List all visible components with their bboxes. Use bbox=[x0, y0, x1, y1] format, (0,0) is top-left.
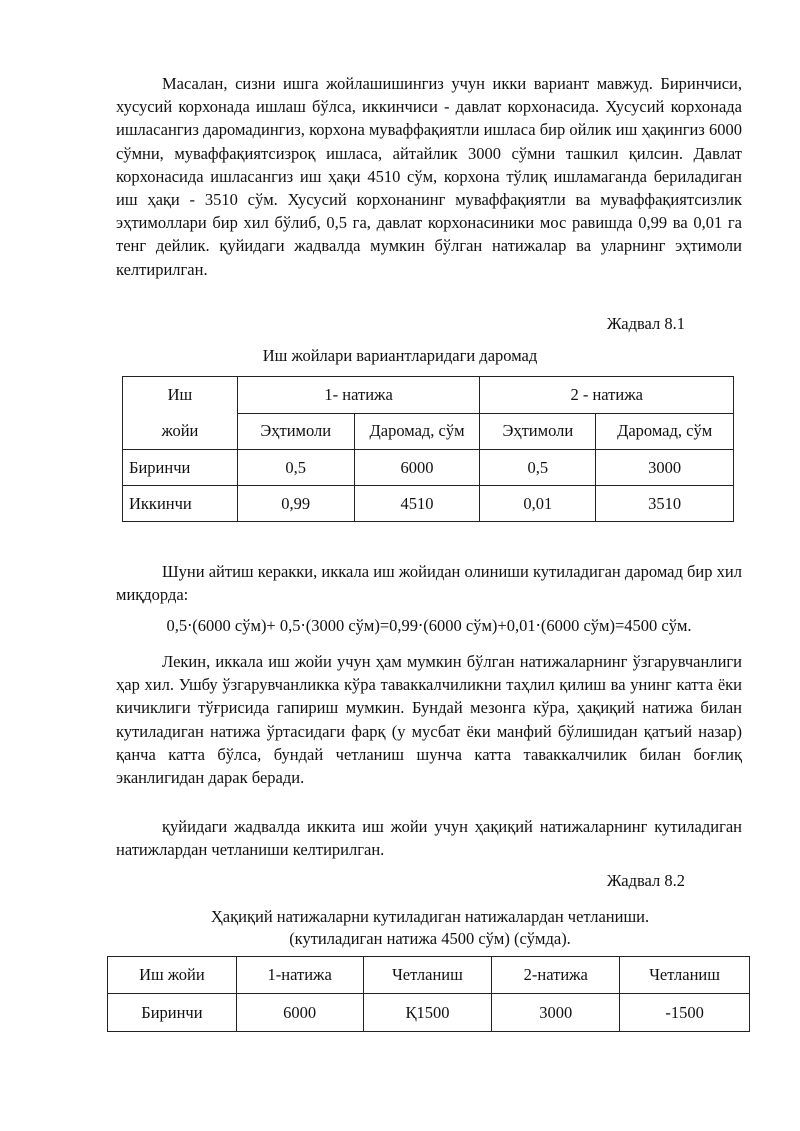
table2-label: Жадвал 8.2 bbox=[606, 871, 685, 890]
table-cell: 3000 bbox=[492, 994, 620, 1032]
table-cell: 6000 bbox=[354, 450, 480, 486]
header-outcome-2: 2 - натижа bbox=[480, 377, 734, 414]
table-row bbox=[123, 450, 734, 486]
table-cell: Қ1500 bbox=[363, 994, 492, 1032]
table-row bbox=[123, 486, 734, 522]
header-outcome-1: 1-натижа bbox=[236, 957, 363, 994]
table-cell: 3510 bbox=[596, 486, 734, 522]
header-job-line2: жойи bbox=[161, 421, 199, 440]
paragraph-variability: Лекин, иккала иш жойи учун ҳам мумкин бўлган натижаларнинг ўзгарувчанлиги ҳар хил. Ушбу ўзгарувчанликка кўра таваккалчиликни таҳлил қилиш ва унинг катта ёки кичиклиги тўғрисида гапириш мумкин. Бундай мезонга кўра, ҳақиқий натижа билан кутиладиган натижа ўртасидаги фарқ (у мусбат ёки манфий бўлишидан қатъий назар) қанча катта бўлса, бундай четланиш шунча катта таваккалчилик билан боғлиқ эканлигидан дарак беради. bbox=[116, 652, 742, 788]
subheader-probability-1: Эҳтимоли bbox=[237, 413, 354, 450]
header-deviation-2: Четланиш bbox=[620, 957, 750, 994]
table-row bbox=[108, 994, 750, 1032]
table-cell: 4510 bbox=[354, 486, 480, 522]
table1-caption: Иш жойлари вариантларидаги даромад bbox=[262, 346, 538, 365]
formula: 0,5⋅(6000 сўм)+ 0,5⋅(3000 сўм)=0,99⋅(6000 сўм)+0,01⋅(6000 сўм)=4500 сўм. bbox=[166, 616, 692, 635]
row-label: Иккинчи bbox=[123, 486, 238, 522]
table-cell: 0,5 bbox=[237, 450, 354, 486]
header-deviation-1: Четланиш bbox=[363, 957, 492, 994]
deviation-table bbox=[107, 956, 750, 1032]
table-cell: 0,99 bbox=[237, 486, 354, 522]
subheader-income-2: Даромад, сўм bbox=[596, 413, 734, 450]
row-label: Биринчи bbox=[108, 994, 237, 1032]
header-outcome-1: 1- натижа bbox=[237, 377, 480, 414]
table2-caption-line2: (кутиладиган натижа 4500 сўм) (сўмда). bbox=[289, 929, 571, 948]
table1-label: Жадвал 8.1 bbox=[606, 314, 685, 333]
table-cell: 0,01 bbox=[480, 486, 596, 522]
income-table bbox=[122, 376, 734, 522]
table-cell: 3000 bbox=[596, 450, 734, 486]
paragraph-expected-income: Шуни айтиш керакки, иккала иш жойидан олиниши кутиладиган даромад бир хил миқдорда: bbox=[116, 562, 742, 605]
paragraph-intro: Масалан, сизни ишга жойлашишингиз учун икки вариант мавжуд. Биринчиси, хусусий корхонада ишлаш бўлса, иккинчиси - давлат корхонасида. Хусусий корхонада ишласангиз даромадингиз, корхона муваффақиятли ишласа бир ойлик иш ҳақингиз 6000 сўмни, муваффақиятсизроқ ишласа, айтайлик 3000 сўмни ташкил қилсин. Давлат корхонасида ишласангиз иш ҳақи 4510 сўм, корхона тўлиқ ишламаганда бериладиган иш ҳақи - 3510 сўм. Хусусий корхонанинг муваффақиятли ва муваффақиятсизлик эҳтимоллари бир хил бўлиб, 0,5 га, давлат корхонасиники мос равишда 0,99 ва 0,01 га тенг дейлик. қуйидаги жадвалда мумкин бўлган натижалар ва уларнинг эҳтимоли келтирилган. bbox=[116, 74, 742, 279]
row-label: Биринчи bbox=[123, 450, 238, 486]
table-cell: 6000 bbox=[236, 994, 363, 1032]
paragraph-deviation: қуйидаги жадвалда иккита иш жойи учун ҳақиқий натижаларнинг кутиладиган натижлардан четланиши келтирилган. bbox=[116, 817, 742, 860]
header-job-line1: Иш bbox=[167, 385, 193, 404]
table2-caption-line1: Ҳақиқий натижаларни кутиладиган натижалардан четланиши. bbox=[210, 907, 650, 926]
table-cell: -1500 bbox=[620, 994, 750, 1032]
header-job: Иш жойи bbox=[108, 957, 237, 994]
subheader-income-1: Даромад, сўм bbox=[354, 413, 480, 450]
table-cell: 0,5 bbox=[480, 450, 596, 486]
header-outcome-2: 2-натижа bbox=[492, 957, 620, 994]
header-job bbox=[123, 377, 238, 450]
subheader-probability-2: Эҳтимоли bbox=[480, 413, 596, 450]
